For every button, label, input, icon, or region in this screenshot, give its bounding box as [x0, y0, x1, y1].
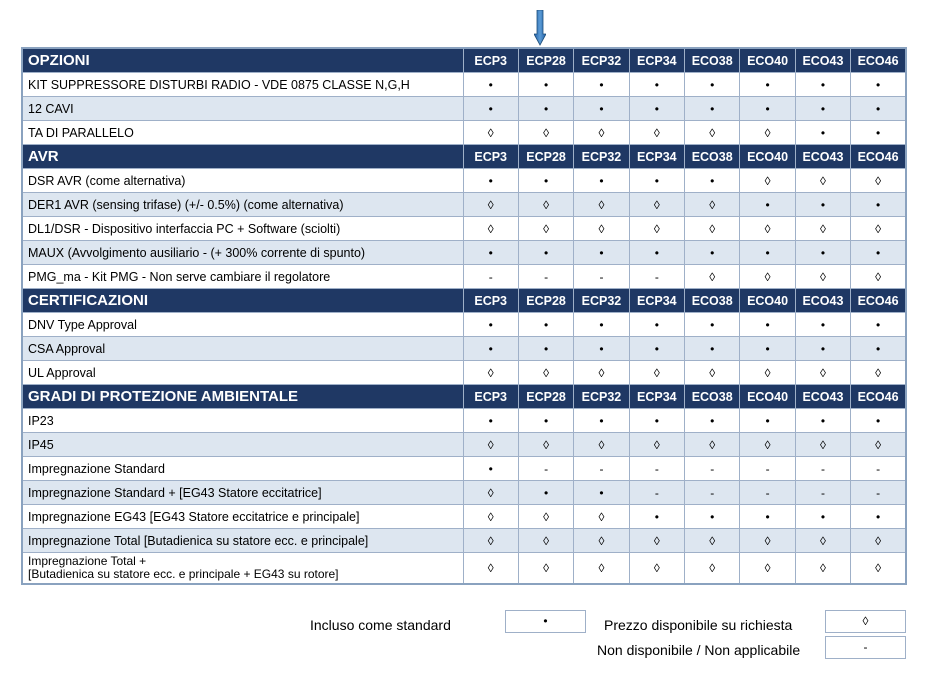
- column-header: ECO38: [685, 48, 740, 73]
- row-label: DER1 AVR (sensing trifase) (+/- 0.5%) (come alternativa): [22, 193, 463, 217]
- cell-value: ◊: [851, 265, 906, 289]
- table-row: [22, 529, 906, 553]
- cell-value: •: [463, 241, 518, 265]
- cell-value: •: [574, 73, 629, 97]
- cell-value: -: [851, 457, 906, 481]
- row-label: TA DI PARALLELO: [22, 121, 463, 145]
- cell-value: ◊: [574, 529, 629, 553]
- cell-value: •: [518, 337, 573, 361]
- cell-value: ◊: [463, 361, 518, 385]
- column-header: ECO46: [851, 145, 906, 169]
- cell-value: •: [574, 97, 629, 121]
- row-label: Impregnazione Standard: [22, 457, 463, 481]
- cell-value: •: [629, 97, 684, 121]
- cell-value: •: [574, 409, 629, 433]
- cell-value: ◊: [629, 121, 684, 145]
- table-row: [22, 241, 906, 265]
- row-label: KIT SUPPRESSORE DISTURBI RADIO - VDE 0875 CLASSE N,G,H: [22, 73, 463, 97]
- cell-value: •: [795, 241, 850, 265]
- cell-value: ◊: [740, 433, 795, 457]
- section-title: OPZIONI: [22, 48, 463, 73]
- column-header: ECP28: [518, 289, 573, 313]
- column-header: ECP28: [518, 145, 573, 169]
- cell-value: •: [740, 409, 795, 433]
- cell-value: ◊: [463, 217, 518, 241]
- cell-value: ◊: [518, 433, 573, 457]
- cell-value: •: [795, 193, 850, 217]
- cell-value: •: [518, 409, 573, 433]
- cell-value: ◊: [463, 505, 518, 529]
- section-header: [22, 48, 906, 73]
- section-header: [22, 385, 906, 409]
- cell-value: ◊: [795, 265, 850, 289]
- column-header: ECP34: [629, 385, 684, 409]
- cell-value: •: [685, 97, 740, 121]
- column-header: ECO38: [685, 145, 740, 169]
- row-label: IP23: [22, 409, 463, 433]
- cell-value: •: [740, 97, 795, 121]
- cell-value: ◊: [740, 265, 795, 289]
- column-header: ECO40: [740, 385, 795, 409]
- cell-value: ◊: [851, 217, 906, 241]
- cell-value: •: [740, 313, 795, 337]
- cell-value: •: [574, 169, 629, 193]
- cell-value: ◊: [685, 121, 740, 145]
- table-row: [22, 193, 906, 217]
- cell-value: ◊: [685, 553, 740, 585]
- cell-value: •: [463, 169, 518, 193]
- cell-value: ◊: [740, 553, 795, 585]
- cell-value: •: [740, 337, 795, 361]
- cell-value: •: [795, 337, 850, 361]
- row-label: DSR AVR (come alternativa): [22, 169, 463, 193]
- cell-value: ◊: [629, 361, 684, 385]
- table-row: [22, 337, 906, 361]
- cell-value: •: [463, 97, 518, 121]
- column-header: ECO46: [851, 289, 906, 313]
- cell-value: •: [574, 241, 629, 265]
- cell-value: •: [518, 481, 573, 505]
- column-header: ECP32: [574, 48, 629, 73]
- cell-value: •: [518, 97, 573, 121]
- cell-value: ◊: [685, 361, 740, 385]
- cell-value: •: [851, 73, 906, 97]
- legend-not-available-label: Non disponibile / Non applicabile: [597, 642, 801, 658]
- cell-value: ◊: [518, 553, 573, 585]
- column-header: ECO38: [685, 385, 740, 409]
- cell-value: ◊: [463, 193, 518, 217]
- column-header: ECO46: [851, 385, 906, 409]
- row-label: MAUX (Avvolgimento ausiliario - (+ 300% corrente di spunto): [22, 241, 463, 265]
- cell-value: ◊: [851, 169, 906, 193]
- cell-value: •: [629, 409, 684, 433]
- cell-value: •: [518, 73, 573, 97]
- cell-value: •: [685, 409, 740, 433]
- cell-value: ◊: [795, 553, 850, 585]
- legend-on-request-label: Prezzo disponibile su richiesta: [604, 617, 793, 633]
- cell-value: ◊: [574, 553, 629, 585]
- cell-value: ◊: [463, 433, 518, 457]
- cell-value: •: [463, 73, 518, 97]
- cell-value: •: [574, 481, 629, 505]
- section-header: [22, 145, 906, 169]
- cell-value: •: [685, 337, 740, 361]
- cell-value: -: [685, 457, 740, 481]
- column-header: ECP28: [518, 385, 573, 409]
- row-label: DNV Type Approval: [22, 313, 463, 337]
- row-label: UL Approval: [22, 361, 463, 385]
- cell-value: •: [685, 73, 740, 97]
- cell-value: •: [795, 121, 850, 145]
- column-header: ECP3: [463, 385, 518, 409]
- cell-value: •: [795, 505, 850, 529]
- cell-value: ◊: [574, 121, 629, 145]
- cell-value: ◊: [740, 361, 795, 385]
- cell-value: ◊: [685, 193, 740, 217]
- cell-value: •: [629, 73, 684, 97]
- cell-value: ◊: [740, 169, 795, 193]
- cell-value: •: [685, 241, 740, 265]
- column-header: ECP28: [518, 48, 573, 73]
- cell-value: •: [851, 97, 906, 121]
- table-row: [22, 169, 906, 193]
- cell-value: •: [740, 505, 795, 529]
- cell-value: ◊: [518, 361, 573, 385]
- cell-value: ◊: [463, 553, 518, 585]
- row-label: DL1/DSR - Dispositivo interfaccia PC + Software (sciolti): [22, 217, 463, 241]
- cell-value: •: [518, 169, 573, 193]
- column-header: ECP32: [574, 385, 629, 409]
- column-header: ECP3: [463, 145, 518, 169]
- column-header: ECO43: [795, 385, 850, 409]
- cell-value: ◊: [574, 217, 629, 241]
- table-row: [22, 313, 906, 337]
- cell-value: -: [574, 457, 629, 481]
- cell-value: •: [795, 313, 850, 337]
- legend-included-box: •: [505, 610, 586, 633]
- section-title: AVR: [22, 145, 463, 169]
- cell-value: •: [463, 337, 518, 361]
- section-title: CERTIFICAZIONI: [22, 289, 463, 313]
- cell-value: ◊: [685, 433, 740, 457]
- cell-value: -: [518, 457, 573, 481]
- cell-value: •: [851, 193, 906, 217]
- column-header: ECO40: [740, 48, 795, 73]
- cell-value: -: [629, 481, 684, 505]
- table-row: [22, 73, 906, 97]
- table-row: [22, 217, 906, 241]
- cell-value: •: [629, 337, 684, 361]
- cell-value: -: [795, 457, 850, 481]
- row-label: CSA Approval: [22, 337, 463, 361]
- cell-value: ◊: [795, 169, 850, 193]
- legend-on-request-box: ◊: [825, 610, 906, 633]
- cell-value: -: [851, 481, 906, 505]
- row-label: IP45: [22, 433, 463, 457]
- cell-value: ◊: [851, 553, 906, 585]
- cell-value: ◊: [574, 505, 629, 529]
- cell-value: ◊: [518, 529, 573, 553]
- legend-included-label: Incluso come standard: [310, 617, 451, 633]
- cell-value: •: [574, 313, 629, 337]
- column-header: ECO43: [795, 48, 850, 73]
- cell-value: ◊: [518, 121, 573, 145]
- cell-value: •: [518, 313, 573, 337]
- cell-value: ◊: [851, 361, 906, 385]
- cell-value: •: [685, 313, 740, 337]
- cell-value: ◊: [518, 217, 573, 241]
- cell-value: ◊: [851, 433, 906, 457]
- cell-value: -: [518, 265, 573, 289]
- table-row: [22, 553, 906, 585]
- section-title: GRADI DI PROTEZIONE AMBIENTALE: [22, 385, 463, 409]
- cell-value: ◊: [629, 553, 684, 585]
- cell-value: •: [629, 505, 684, 529]
- cell-value: -: [740, 481, 795, 505]
- cell-value: ◊: [740, 121, 795, 145]
- cell-value: ◊: [574, 361, 629, 385]
- cell-value: •: [629, 313, 684, 337]
- column-header: ECO38: [685, 289, 740, 313]
- cell-value: •: [463, 457, 518, 481]
- table-row: [22, 361, 906, 385]
- table-row: [22, 121, 906, 145]
- table-row: [22, 457, 906, 481]
- column-header: ECO43: [795, 289, 850, 313]
- cell-value: ◊: [851, 529, 906, 553]
- cell-value: ◊: [740, 217, 795, 241]
- cell-value: •: [851, 409, 906, 433]
- cell-value: -: [629, 265, 684, 289]
- row-label: Impregnazione EG43 [EG43 Statore eccitatrice e principale]: [22, 505, 463, 529]
- cell-value: -: [795, 481, 850, 505]
- cell-value: •: [518, 241, 573, 265]
- cell-value: •: [685, 169, 740, 193]
- cell-value: ◊: [629, 217, 684, 241]
- cell-value: ◊: [518, 505, 573, 529]
- cell-value: -: [685, 481, 740, 505]
- cell-value: ◊: [463, 529, 518, 553]
- cell-value: ◊: [685, 217, 740, 241]
- column-header: ECO46: [851, 48, 906, 73]
- table-row: [22, 409, 906, 433]
- cell-value: ◊: [463, 481, 518, 505]
- table-row: [22, 97, 906, 121]
- cell-value: •: [795, 409, 850, 433]
- cell-value: ◊: [795, 433, 850, 457]
- cell-value: •: [851, 121, 906, 145]
- cell-value: •: [685, 505, 740, 529]
- cell-value: ◊: [463, 121, 518, 145]
- table-row: [22, 505, 906, 529]
- down-arrow-icon: [534, 10, 546, 46]
- cell-value: ◊: [795, 361, 850, 385]
- row-label: 12 CAVI: [22, 97, 463, 121]
- cell-value: •: [574, 337, 629, 361]
- column-header: ECO40: [740, 145, 795, 169]
- column-header: ECP32: [574, 145, 629, 169]
- row-label: PMG_ma - Kit PMG - Non serve cambiare il regolatore: [22, 265, 463, 289]
- cell-value: ◊: [795, 217, 850, 241]
- cell-value: •: [629, 241, 684, 265]
- cell-value: -: [463, 265, 518, 289]
- column-header: ECP3: [463, 48, 518, 73]
- legend-not-available-box: -: [825, 636, 906, 659]
- cell-value: ◊: [740, 529, 795, 553]
- cell-value: -: [629, 457, 684, 481]
- options-table: [21, 47, 907, 585]
- cell-value: ◊: [795, 529, 850, 553]
- cell-value: -: [574, 265, 629, 289]
- cell-value: •: [795, 97, 850, 121]
- cell-value: ◊: [629, 193, 684, 217]
- cell-value: ◊: [574, 193, 629, 217]
- section-header: [22, 289, 906, 313]
- cell-value: •: [740, 241, 795, 265]
- column-header: ECP34: [629, 289, 684, 313]
- column-header: ECP3: [463, 289, 518, 313]
- cell-value: ◊: [685, 529, 740, 553]
- column-header: ECP34: [629, 145, 684, 169]
- cell-value: -: [740, 457, 795, 481]
- cell-value: •: [463, 409, 518, 433]
- cell-value: ◊: [685, 265, 740, 289]
- cell-value: •: [851, 241, 906, 265]
- table-row: [22, 481, 906, 505]
- column-header: ECP32: [574, 289, 629, 313]
- cell-value: ◊: [629, 433, 684, 457]
- cell-value: •: [629, 169, 684, 193]
- cell-value: •: [740, 73, 795, 97]
- cell-value: ◊: [629, 529, 684, 553]
- cell-value: •: [463, 313, 518, 337]
- table-row: [22, 433, 906, 457]
- table-row: [22, 265, 906, 289]
- cell-value: •: [851, 337, 906, 361]
- cell-value: •: [851, 313, 906, 337]
- column-header: ECP34: [629, 48, 684, 73]
- column-header: ECO40: [740, 289, 795, 313]
- cell-value: •: [740, 193, 795, 217]
- cell-value: ◊: [518, 193, 573, 217]
- cell-value: •: [851, 505, 906, 529]
- row-label: Impregnazione Standard + [EG43 Statore eccitatrice]: [22, 481, 463, 505]
- row-label: Impregnazione Total + [Butadienica su statore ecc. e principale + EG43 su rotore]: [22, 553, 463, 585]
- column-header: ECO43: [795, 145, 850, 169]
- cell-value: •: [795, 73, 850, 97]
- row-label: Impregnazione Total [Butadienica su statore ecc. e principale]: [22, 529, 463, 553]
- cell-value: ◊: [574, 433, 629, 457]
